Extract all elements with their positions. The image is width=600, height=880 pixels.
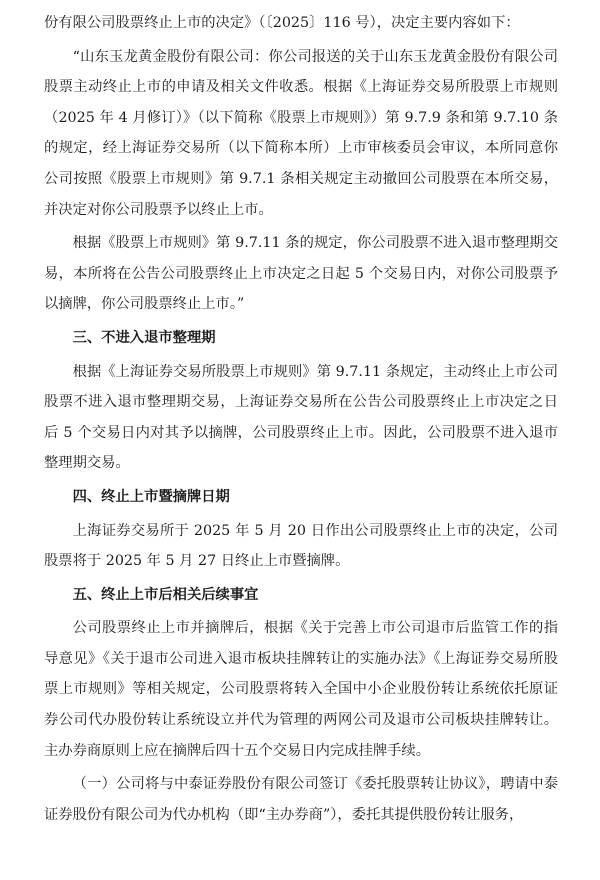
- section-heading-delisting-date: 四、终止上市暨摘牌日期: [72, 488, 230, 505]
- paragraph-delisting-rule: 根据《股票上市规则》第 9.7.11 条的规定，你公司股票不进入退市整理期交易，本所将在公告公司股票终止上市决定之日起 5 个交易日内，对你公司股票予以摘牌，你公司股票终止上市。”: [44, 235, 558, 313]
- paragraph-decision-intro: 份有限公司股票终止上市的决定》（〔2025〕116 号），决定主要内容如下：: [44, 15, 520, 31]
- paragraph-decision-quote: “山东玉龙黄金股份有限公司：你公司报送的关于山东玉龙黄金股份有限公司股票主动终止上市的申请及相关文件收悉。根据《上海证券交易所股票上市规则（2025 年 4 月修订）》（以下简称《股票上市规则》）第 9.7.9 条和第 9.7.10 条的规定，经上海证券交易所（以下简称本所）上市审核委员会审议，本所同意你公司按照《股票上市规则》第 9.7.1 条相关规定主动撤回公司股票在本所交易，并决定对你公司股票予以终止上市。: [44, 48, 558, 218]
- paragraph-follow-up: 公司股票终止上市并摘牌后，根据《关于完善上市公司退市后监管工作的指导意见》《关于退市公司进入退市板块挂牌转让的实施办法》《上海证券交易所股票上市规则》等相关规定，公司股票将转入全国中小企业股份转让系统依托原证券公司代办股份转让系统设立并代为管理的两网公司及退市公司板块挂牌转让。主办券商原则上应在摘牌后四十五个交易日内完成挂牌手续。: [44, 620, 558, 759]
- section-heading-follow-up: 五、终止上市后相关后续事宜: [72, 586, 259, 603]
- paragraph-delisting-date: 上海证券交易所于 2025 年 5 月 20 日作出公司股票终止上市的决定，公司股票将于 2025 年 5 月 27 日终止上市暨摘牌。: [44, 522, 558, 570]
- paragraph-broker-agreement: （一）公司将与中泰证券股份有限公司签订《委托股票转让协议》，聘请中泰证券股份有限公司为代办机构（即“主办券商”），委托其提供股份转让服务，: [44, 776, 558, 823]
- paragraph-no-consolidation: 根据《上海证券交易所股票上市规则》第 9.7.11 条规定，主动终止上市公司股票不进入退市整理期交易，上海证券交易所在公告公司股票终止上市决定之日后 5 个交易日内对其予以摘牌，公司股票终止上市。因此，公司股票不进入退市整理期交易。: [44, 363, 558, 472]
- section-heading-no-consolidation: 三、不进入退市整理期: [72, 329, 216, 346]
